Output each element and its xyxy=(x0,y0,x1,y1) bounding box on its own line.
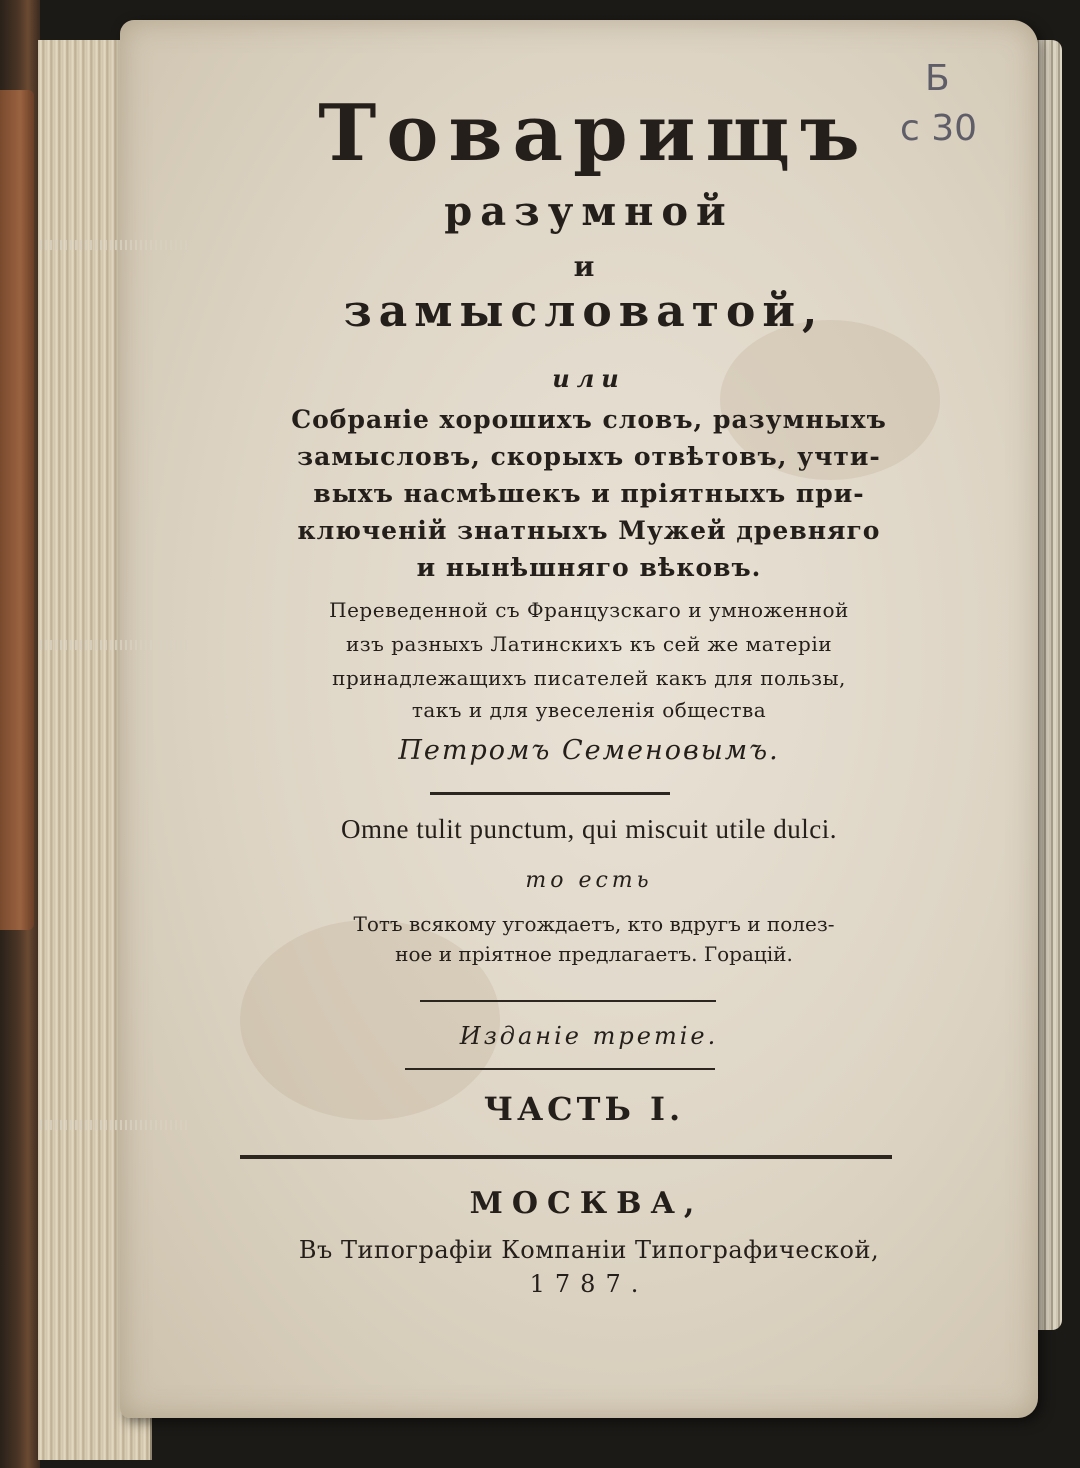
translation-line: принадлежащихъ писателей какъ для пользы, xyxy=(332,666,846,690)
divider-rule xyxy=(240,1155,892,1159)
edition-label: Изданіе третіе. xyxy=(459,1022,719,1050)
imprint-city: МОСКВА, xyxy=(469,1186,704,1221)
divider-rule xyxy=(420,1000,716,1002)
description-line: и нынѣшняго вѣковъ. xyxy=(416,553,762,582)
shelfmark-note: с 30 xyxy=(900,108,978,149)
translation-line: такъ и для увеселенія общества xyxy=(411,698,767,722)
translation-line: Переведенной съ Французскаго и умноженной xyxy=(329,598,849,622)
imprint-printer: Въ Типографіи Компаніи Типографической, xyxy=(298,1236,880,1264)
leather-cover-strip xyxy=(0,90,34,930)
subtitle-line-1: разумной xyxy=(444,188,734,235)
to-est-label: то есть xyxy=(525,868,653,893)
latin-motto: Omne tulit punctum, qui miscuit utile dulci. xyxy=(341,814,837,844)
description-line: замысловъ, скорыхъ отвѣтовъ, учти- xyxy=(297,442,881,471)
book-title: Товарищъ xyxy=(318,88,870,179)
subtitle-or: или xyxy=(552,364,626,393)
subtitle-line-2: замысловатой, xyxy=(343,286,825,337)
horace-translation-line: Тотъ всякому угождаетъ, кто вдругъ и полез- xyxy=(353,912,835,936)
author-name: Петромъ Семеновымъ. xyxy=(398,735,780,766)
description-line: ключеній знатныхъ Мужей древняго xyxy=(297,516,881,545)
divider-rule xyxy=(430,792,670,795)
description-line: выхъ насмѣшекъ и пріятныхъ при- xyxy=(313,479,865,508)
description-line: Собраніе хорошихъ словъ, разумныхъ xyxy=(291,405,887,434)
imprint-year: 1787. xyxy=(529,1270,649,1298)
subtitle-conjunction: и xyxy=(573,250,595,283)
binding-thread xyxy=(40,240,190,250)
shelfmark-note: Б xyxy=(925,58,950,99)
part-label: ЧАСТЬ I. xyxy=(483,1090,685,1128)
translation-line: изъ разныхъ Латинскихъ къ сей же матеріи xyxy=(345,632,833,656)
divider-rule xyxy=(405,1068,715,1070)
horace-translation-line: ное и пріятное предлагаетъ. Горацій. xyxy=(395,942,793,966)
